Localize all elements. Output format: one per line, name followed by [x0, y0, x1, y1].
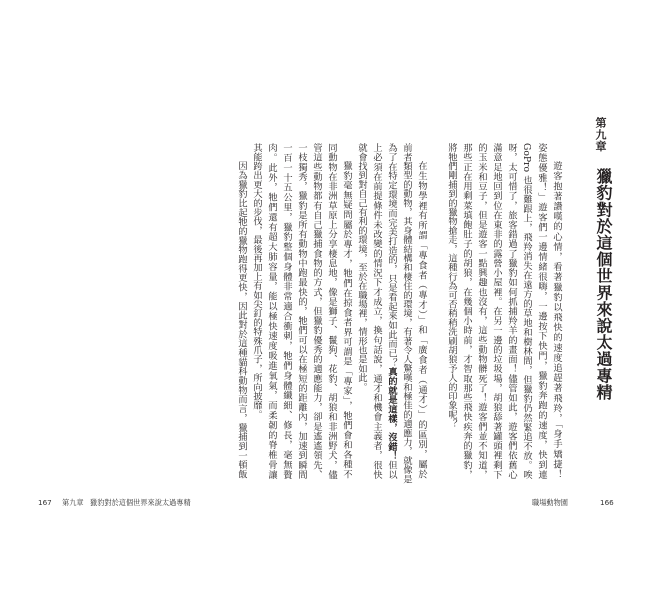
text-column: 因為獵豹比起牠的獵物跑得更快，因此對於這種貓科動物而言，獵捕到一頓飯: [236, 161, 247, 479]
text-column: 一百一十五公里，獵豹整個身體非常適合衝刺，牠們身體纖細、修長，毫無贅: [281, 143, 292, 479]
text-column: 滿意足地回到位在東非的露營小屋裡。在另一邊的垃圾場，胡狼舔著罐頭裡剩下: [491, 143, 502, 479]
text-column: 肉。此外，牠們還有超大肺容量，能以極快速度吸進氧氣，而柔韌的脊椎骨讓: [266, 143, 277, 479]
text-column: 的玉米和豆子，但是遊客一點興趣也沒有，這些動物髒死了！遊客們並不知道，: [476, 143, 487, 479]
text-column: 獵豹毫無疑問屬於專才，牠們在掠食者界可謂是「專家」，牠們會和各種不: [341, 161, 352, 479]
left-page-number: 167: [38, 498, 52, 507]
right-page-number: 166: [600, 498, 614, 507]
text-column: [385, 143, 397, 479]
right-running-book-title: 職場動物園: [532, 498, 568, 507]
text-column: 前者類型的動物，其身體結構和棲住的環境，有著令人驚嘆和極佳的適應力，就像是: [401, 143, 412, 484]
text-run: 為了在特定環境而完美打造的，只是看起來如此而已？: [386, 143, 397, 368]
text-run: 但以: [386, 460, 397, 480]
text-column: 遊客抱著讚嘆的心情，看著獵豹以飛快的速度追趕著飛羚，「身手矯捷！: [551, 161, 562, 479]
left-running-chapter-label: 第九章: [62, 498, 84, 507]
text-column: GoPro 也很難跟上，飛羚消失在遠方的草地和樹林間，但獵豹仍然緊追不放。唉: [521, 143, 532, 479]
text-column: 一枝獨秀，獵豹是所有動物中跑最快的，牠們可以在極短的距離內，加速到瞬間: [296, 143, 307, 479]
text-column: 管這些動物都有自己獵捕食物的方式，但獵豹優秀的適應能力，卻是遙遙領先、: [311, 143, 322, 479]
left-running-chapter-title: 獵豹對於這個世界來說太過專精: [90, 498, 191, 507]
text-column: 同動物在非洲草原上分享棲息地，像是獅子、鬣狗、花豹、胡狼和非洲野犬，儘: [326, 143, 337, 479]
text-column: 呀，太可惜了，旅客錯過了獵豹如何抓捕羚羊的畫面！儘管如此，遊客們依舊心: [506, 143, 517, 479]
text-column: 其能跨出更大的步伐，最後再加上有如尖釘的特殊爪子，所向披靡。: [251, 143, 262, 419]
chapter-label: 第九章: [594, 117, 607, 152]
chapter-title: 獵豹對於這個世界來說太過專精: [594, 168, 613, 401]
text-column: 上必須在前提條件未改變的情況下才成立，換句話說，通才和機會主義者，很快: [371, 143, 382, 479]
text-column: 將牠們剛捕到的獵物搶走，這種行為可否稍稍洗刷胡狼予人的印象呢？: [446, 143, 457, 429]
text-column: 在生物學裡有所謂「專食者（專才）」和「廣食者（通才）」的區別，屬於: [416, 161, 427, 479]
emphasis-text: 真的就是這樣，沒錯！: [386, 367, 397, 461]
text-column: 就會找到對自己有利的環境，至於在職場裡，情形也是如此。: [356, 143, 367, 392]
text-column: 那些正在用剩菜填飽肚子的胡狼，在幾個小時前，才智取那些飛快疾奔的獵豹，: [461, 143, 472, 479]
text-column: 姿態優雅！」遊客們一邊情緒很嗨，一邊按下快門，獵豹奔跑的速度，快到連: [536, 143, 547, 479]
